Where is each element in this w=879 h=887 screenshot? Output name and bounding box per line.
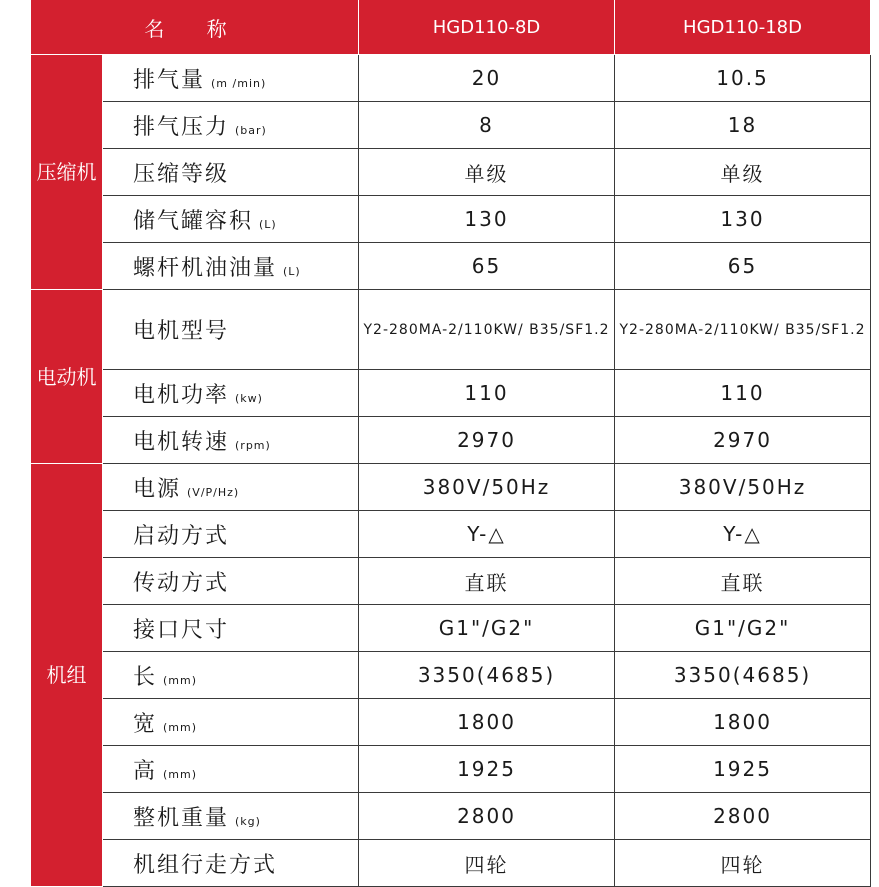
table-row xyxy=(31,746,871,793)
row-unit: (L) xyxy=(283,264,301,278)
row-label: 长 (mm) xyxy=(103,652,359,699)
value-b: Y2-280MA-2/110KW/ B35/SF1.2 xyxy=(615,290,871,370)
row-label: 电机转速 (rpm) xyxy=(103,417,359,464)
value-a: 单级 xyxy=(359,149,615,196)
row-label: 排气量 (m /min) xyxy=(103,55,359,102)
value-b: 380V/50Hz xyxy=(615,464,871,511)
row-unit: (bar) xyxy=(235,123,267,137)
row-unit: (L) xyxy=(259,217,277,231)
value-a: 110 xyxy=(359,370,615,417)
row-unit: (m /min) xyxy=(211,76,267,90)
value-b: 四轮 xyxy=(615,840,871,887)
value-a: Y2-280MA-2/110KW/ B35/SF1.2 xyxy=(359,290,615,370)
table-row xyxy=(31,511,871,558)
row-label: 传动方式 xyxy=(103,558,359,605)
table-row xyxy=(31,243,871,290)
value-a: 1925 xyxy=(359,746,615,793)
value-a: 130 xyxy=(359,196,615,243)
table-row xyxy=(31,290,871,370)
table-row xyxy=(31,417,871,464)
row-label: 整机重量 (kg) xyxy=(103,793,359,840)
row-label: 接口尺寸 xyxy=(103,605,359,652)
value-a: 20 xyxy=(359,55,615,102)
value-a: 8 xyxy=(359,102,615,149)
row-label: 机组行走方式 xyxy=(103,840,359,887)
value-a: Y-△ xyxy=(359,511,615,558)
row-label: 储气罐容积 (L) xyxy=(103,196,359,243)
value-a: 3350(4685) xyxy=(359,652,615,699)
table-row xyxy=(31,55,871,102)
value-b: 130 xyxy=(615,196,871,243)
table-row xyxy=(31,370,871,417)
table-row xyxy=(31,652,871,699)
row-label: 压缩等级 xyxy=(103,149,359,196)
table-row xyxy=(31,558,871,605)
group-unit: 机组 xyxy=(31,464,103,887)
row-unit: (kw) xyxy=(235,391,263,405)
header-model-b: HGD110-18D xyxy=(615,0,871,55)
value-b: 1800 xyxy=(615,699,871,746)
value-b: G1"/G2" xyxy=(615,605,871,652)
value-a: 直联 xyxy=(359,558,615,605)
group-compressor: 压缩机 xyxy=(31,55,103,290)
row-label: 电机型号 xyxy=(103,290,359,370)
table-row xyxy=(31,196,871,243)
row-label: 电源 (V/P/Hz) xyxy=(103,464,359,511)
value-b: 1925 xyxy=(615,746,871,793)
value-b: 2970 xyxy=(615,417,871,464)
value-b: Y-△ xyxy=(615,511,871,558)
row-label: 电机功率 (kw) xyxy=(103,370,359,417)
table-row xyxy=(31,840,871,887)
header-name-label: 名 称 xyxy=(31,0,359,55)
header-model-a: HGD110-8D xyxy=(359,0,615,55)
value-b: 2800 xyxy=(615,793,871,840)
group-motor: 电动机 xyxy=(31,290,103,464)
value-b: 单级 xyxy=(615,149,871,196)
value-b: 10.5 xyxy=(615,55,871,102)
table-row xyxy=(31,793,871,840)
row-label: 宽 (mm) xyxy=(103,699,359,746)
row-unit: (rpm) xyxy=(235,438,271,452)
value-a: 1800 xyxy=(359,699,615,746)
value-a: 2800 xyxy=(359,793,615,840)
row-label: 排气压力 (bar) xyxy=(103,102,359,149)
row-unit: (V/P/Hz) xyxy=(187,485,240,499)
row-label: 启动方式 xyxy=(103,511,359,558)
row-label: 螺杆机油油量 (L) xyxy=(103,243,359,290)
row-label: 高 (mm) xyxy=(103,746,359,793)
value-a: G1"/G2" xyxy=(359,605,615,652)
row-unit: (mm) xyxy=(163,720,198,734)
value-a: 2970 xyxy=(359,417,615,464)
row-unit: (kg) xyxy=(235,814,261,828)
value-b: 65 xyxy=(615,243,871,290)
header-row xyxy=(31,0,871,55)
value-b: 18 xyxy=(615,102,871,149)
value-b: 直联 xyxy=(615,558,871,605)
table-row xyxy=(31,699,871,746)
value-a: 65 xyxy=(359,243,615,290)
value-a: 380V/50Hz xyxy=(359,464,615,511)
value-b: 3350(4685) xyxy=(615,652,871,699)
row-unit: (mm) xyxy=(163,673,198,687)
table-row xyxy=(31,464,871,511)
value-b: 110 xyxy=(615,370,871,417)
row-unit: (mm) xyxy=(163,767,198,781)
table-row xyxy=(31,102,871,149)
spec-table xyxy=(30,0,871,887)
table-row xyxy=(31,605,871,652)
table-row xyxy=(31,149,871,196)
value-a: 四轮 xyxy=(359,840,615,887)
